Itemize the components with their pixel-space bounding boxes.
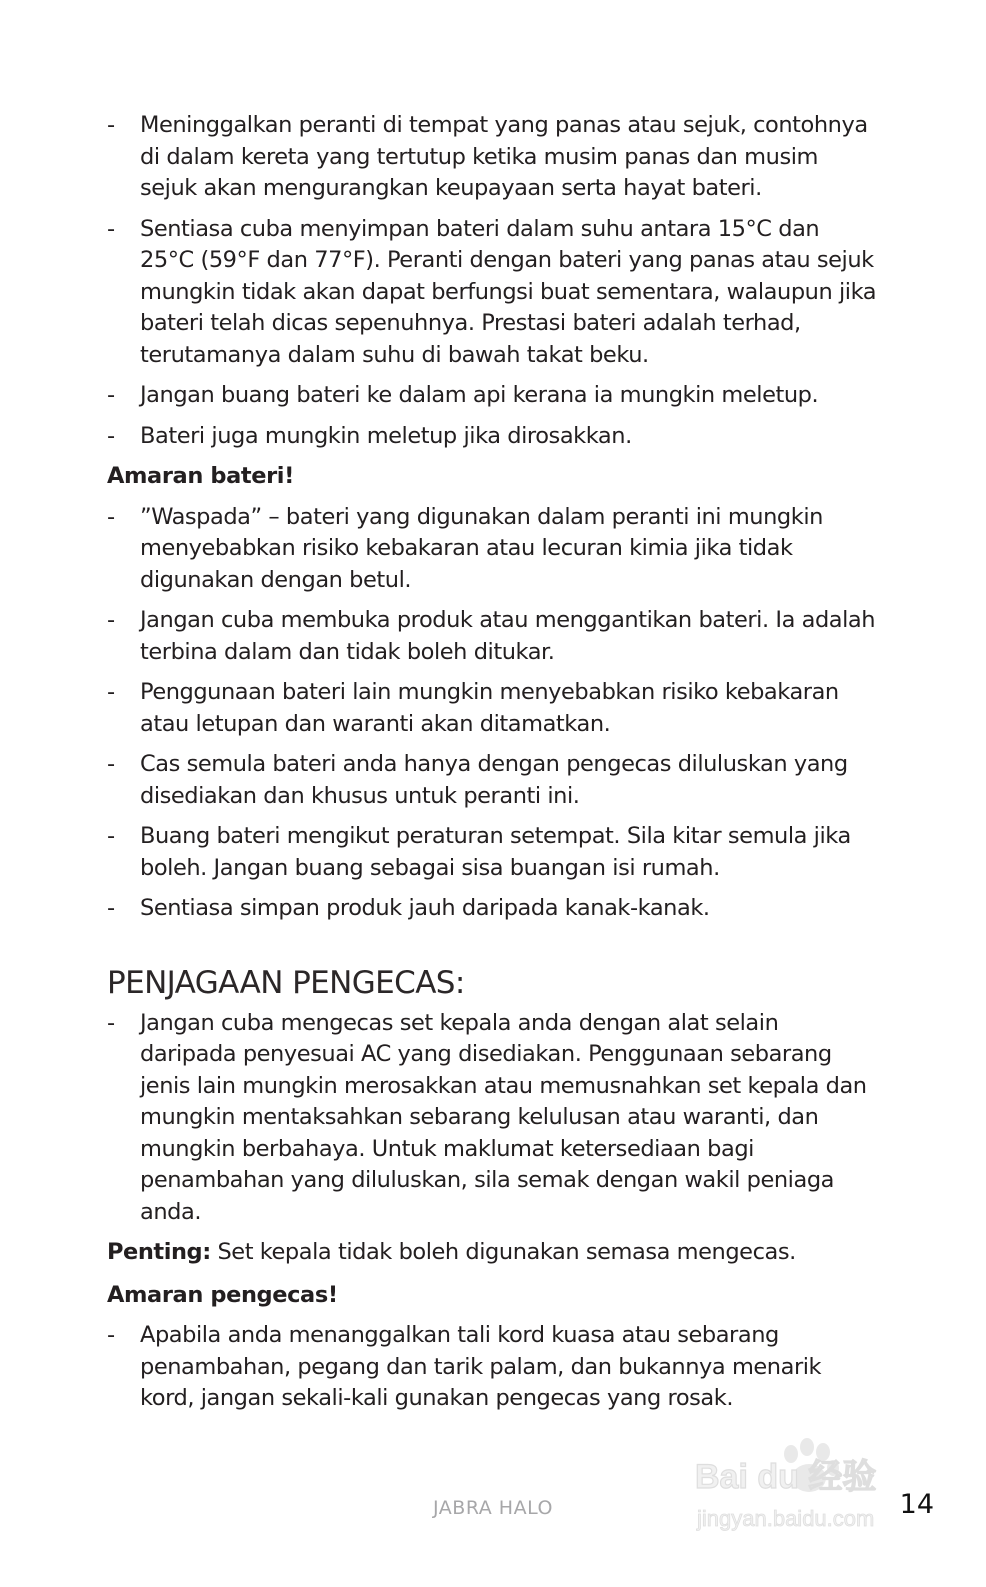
battery-warning-list [107, 502, 877, 925]
dash-bullet: - [107, 215, 115, 242]
baidu-watermark [693, 1430, 923, 1540]
important-text: Set kepala tidak boleh digunakan semasa mengecas. [210, 1239, 796, 1265]
important-note [107, 1237, 877, 1269]
dash-bullet: - [107, 112, 115, 138]
list-item: - Buang bateri mengikut peraturan setempat. Sila kitar semula jika boleh. Jangan buang sebagai sisa buangan isi rumah. [107, 823, 851, 881]
battery-tips-list [107, 110, 877, 452]
dash-bullet: - [107, 679, 115, 705]
dash-bullet: - [107, 1009, 115, 1036]
footer-brand: JABRA HALO [433, 1497, 553, 1519]
baidu-paw-logo [693, 1430, 923, 1540]
dash-bullet: - [107, 895, 115, 921]
dash-bullet: - [107, 382, 115, 408]
important-label: Penting: [107, 1239, 211, 1265]
battery-warning-heading: Amaran bateri! [107, 463, 294, 489]
charger-section-title: PENJAGAAN PENGECAS: [107, 964, 465, 1001]
dash-bullet: - [107, 751, 115, 777]
list-item: - Sentiasa cuba menyimpan bateri dalam suhu antara 15°C dan 25°C (59°F dan 77°F). Peranti dengan bateri yang panas atau sejuk mungkin tidak akan dapat berfungsi buat sementara, walaupun jika bateri telah dicas sepenuhnya. Prestasi bateri adalah terhad, terutamanya dalam suhu di bawah takat beku. [107, 215, 877, 368]
dash-bullet: - [107, 422, 115, 449]
list-item: - Bateri juga mungkin meletup jika dirosakkan. [107, 421, 877, 453]
page-content [107, 110, 877, 1424]
watermark-logo-text: Bai du 经验 [695, 1458, 877, 1496]
list-item: - Jangan cuba membuka produk atau menggantikan bateri. Ia adalah terbina dalam dan tidak boleh ditukar. [107, 607, 876, 665]
dash-bullet: - [107, 1322, 115, 1348]
charger-care-list [107, 1008, 877, 1229]
dash-bullet: - [107, 607, 115, 633]
list-item: - ”Waspada” – bateri yang digunakan dalam peranti ini mungkin menyebabkan risiko kebakaran atau lecuran kimia jika tidak digunakan dengan betul. [107, 503, 823, 593]
list-item: - Penggunaan bateri lain mungkin menyebabkan risiko kebakaran atau letupan dan waranti akan ditamatkan. [107, 679, 839, 737]
list-item: - Jangan cuba mengecas set kepala anda dengan alat selain daripada penyesuai AC yang disediakan. Penggunaan sebarang jenis lain mungkin merosakkan atau memusnahkan set kepala dan mungkin mentaksahkan sebarang kelulusan atau waranti, dan mungkin berbahaya. Untuk maklumat ketersediaan bagi penambahan yang diluluskan, sila semak dengan wakil peniaga anda. [107, 1009, 867, 1225]
charger-warning-list [107, 1320, 877, 1415]
page-number: 14 [899, 1489, 934, 1520]
watermark-url: jingyan.baidu.com [697, 1506, 875, 1531]
list-item: - Meninggalkan peranti di tempat yang panas atau sejuk, contohnya di dalam kereta yang tertutup ketika musim panas dan musim sejuk akan mengurangkan keupayaan serta hayat bateri. [107, 112, 868, 201]
list-item: - Cas semula bateri anda hanya dengan pengecas diluluskan yang disediakan dan khusus untuk peranti ini. [107, 751, 848, 809]
dash-bullet: - [107, 823, 115, 849]
list-item: - Sentiasa simpan produk jauh daripada kanak-kanak. [107, 893, 877, 925]
list-item: - Apabila anda menanggalkan tali kord kuasa atau sebarang penambahan, pegang dan tarik palam, dan bukannya menarik kord, jangan sekali-kali gunakan pengecas yang rosak. [107, 1322, 822, 1411]
dash-bullet: - [107, 503, 115, 530]
list-item: - Jangan buang bateri ke dalam api kerana ia mungkin meletup. [107, 380, 877, 412]
charger-warning-heading: Amaran pengecas! [107, 1281, 338, 1308]
